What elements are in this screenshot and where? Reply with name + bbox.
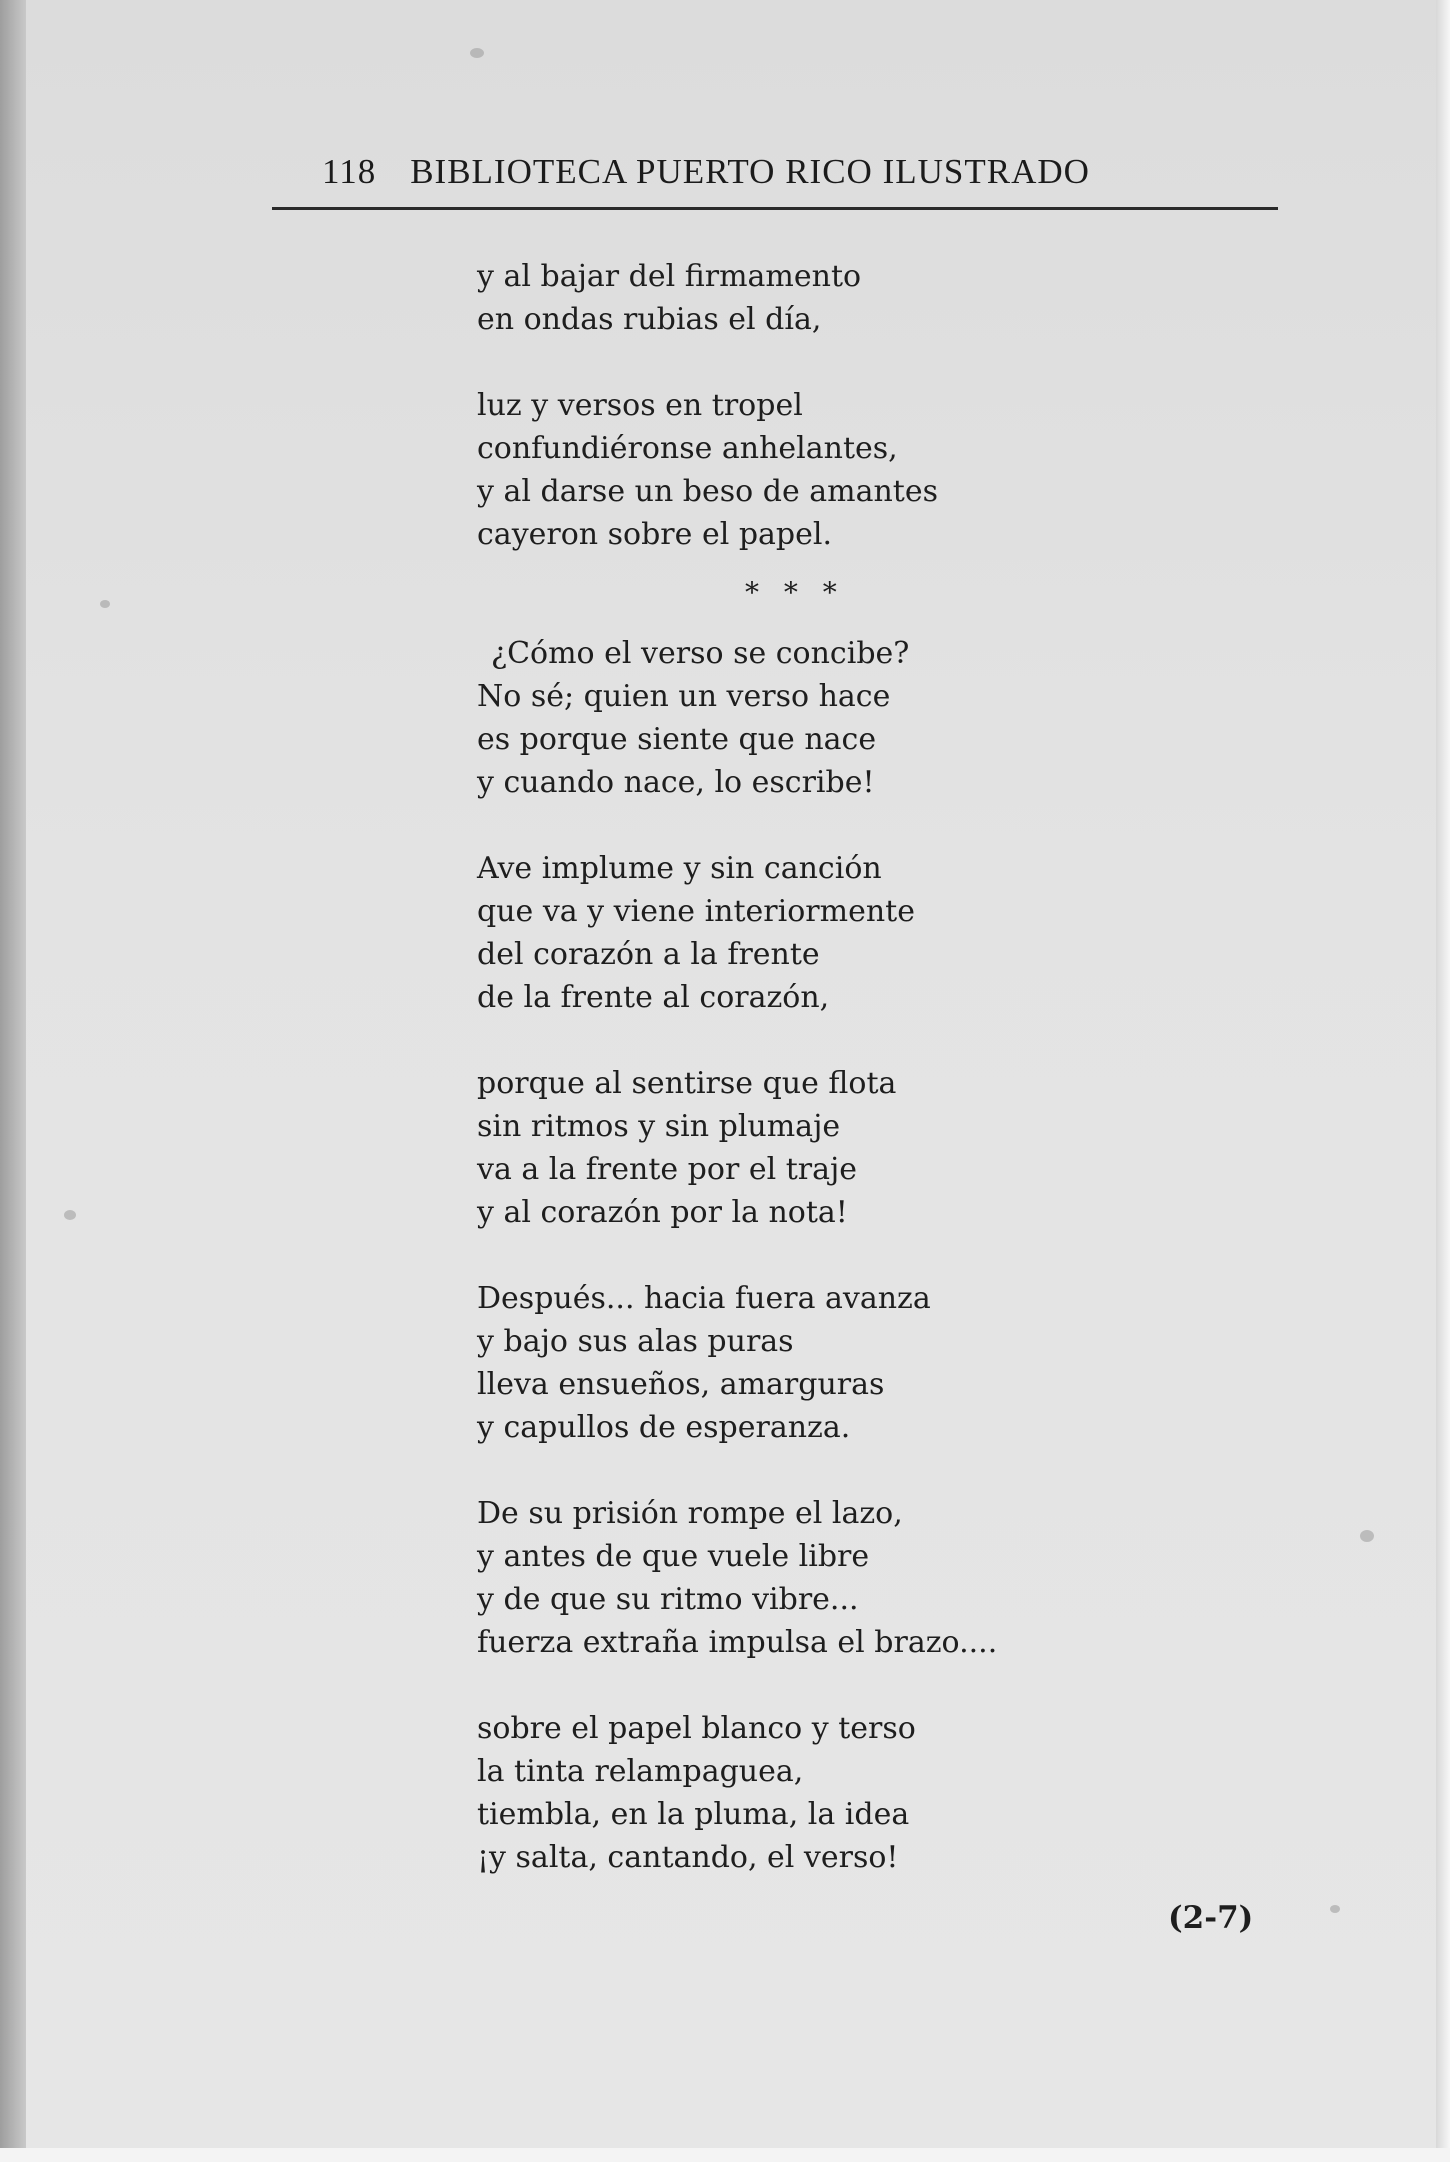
- poem-line: y capullos de esperanza.: [477, 1410, 851, 1445]
- poem-line: De su prisión rompe el lazo,: [477, 1496, 903, 1531]
- printer-signature-mark: (2-7): [1168, 1900, 1254, 1936]
- stanza: [477, 847, 1157, 1019]
- page-edge-bottom: [0, 2148, 1450, 2162]
- paper-speck: [1360, 1530, 1374, 1542]
- poem-line: ¿Cómo el verso se concibe?: [491, 636, 910, 671]
- poem-body: [477, 255, 1157, 1922]
- stanza: [477, 632, 1157, 804]
- poem-line: de la frente al corazón,: [477, 980, 830, 1015]
- poem-line: en ondas rubias el día,: [477, 302, 822, 337]
- stanza: [477, 1492, 1157, 1664]
- paper-speck: [100, 600, 110, 608]
- poem-line: la tinta relampaguea,: [477, 1754, 804, 1789]
- poem-line: Después... hacia fuera avanza: [477, 1281, 931, 1316]
- paper-speck: [470, 48, 484, 58]
- header-rule: [272, 207, 1278, 210]
- poem-line: que va y viene interiormente: [477, 894, 915, 929]
- poem-line: confundiéronse anhelantes,: [477, 431, 898, 466]
- poem-line: y cuando nace, lo escribe!: [477, 765, 875, 800]
- poem-line: y al corazón por la nota!: [477, 1195, 848, 1230]
- poem-line: luz y versos en tropel: [477, 388, 803, 423]
- poem-line: sin ritmos y sin plumaje: [477, 1109, 841, 1144]
- stanza: [477, 1707, 1157, 1879]
- poem-line: y de que su ritmo vibre...: [477, 1582, 859, 1617]
- page-edge-right: [1436, 0, 1450, 2162]
- poem-line: lleva ensueños, amarguras: [477, 1367, 885, 1402]
- stanza: [477, 255, 1157, 341]
- poem-line: es porque siente que nace: [477, 722, 877, 757]
- book-title: BIBLIOTECA PUERTO RICO ILUSTRADO: [410, 152, 1090, 191]
- running-head: [322, 152, 1322, 192]
- section-divider: * * *: [745, 576, 845, 609]
- stanza: [477, 384, 1157, 556]
- poem-line: cayeron sobre el papel.: [477, 517, 833, 552]
- poem-line: No sé; quien un verso hace: [477, 679, 891, 714]
- poem-line: porque al sentirse que flota: [477, 1066, 897, 1101]
- poem-line: sobre el papel blanco y terso: [477, 1711, 916, 1746]
- poem-line: Ave implume y sin canción: [477, 851, 882, 886]
- paper-speck: [64, 1210, 76, 1220]
- page-edge-left: [0, 0, 26, 2162]
- paper-speck: [1330, 1905, 1340, 1913]
- poem-line: del corazón a la frente: [477, 937, 820, 972]
- page-number: 118: [322, 152, 377, 191]
- poem-line: y al bajar del firmamento: [477, 259, 862, 294]
- poem-line: y antes de que vuele libre: [477, 1539, 870, 1574]
- stanza: [477, 1277, 1157, 1449]
- poem-line: y al darse un beso de amantes: [477, 474, 938, 509]
- poem-line: fuerza extraña impulsa el brazo....: [477, 1625, 998, 1660]
- poem-line: va a la frente por el traje: [477, 1152, 858, 1187]
- poem-line: tiembla, en la pluma, la idea: [477, 1797, 910, 1832]
- poem-line: y bajo sus alas puras: [477, 1324, 794, 1359]
- stanza: [477, 1062, 1157, 1234]
- poem-line: ¡y salta, cantando, el verso!: [477, 1840, 899, 1875]
